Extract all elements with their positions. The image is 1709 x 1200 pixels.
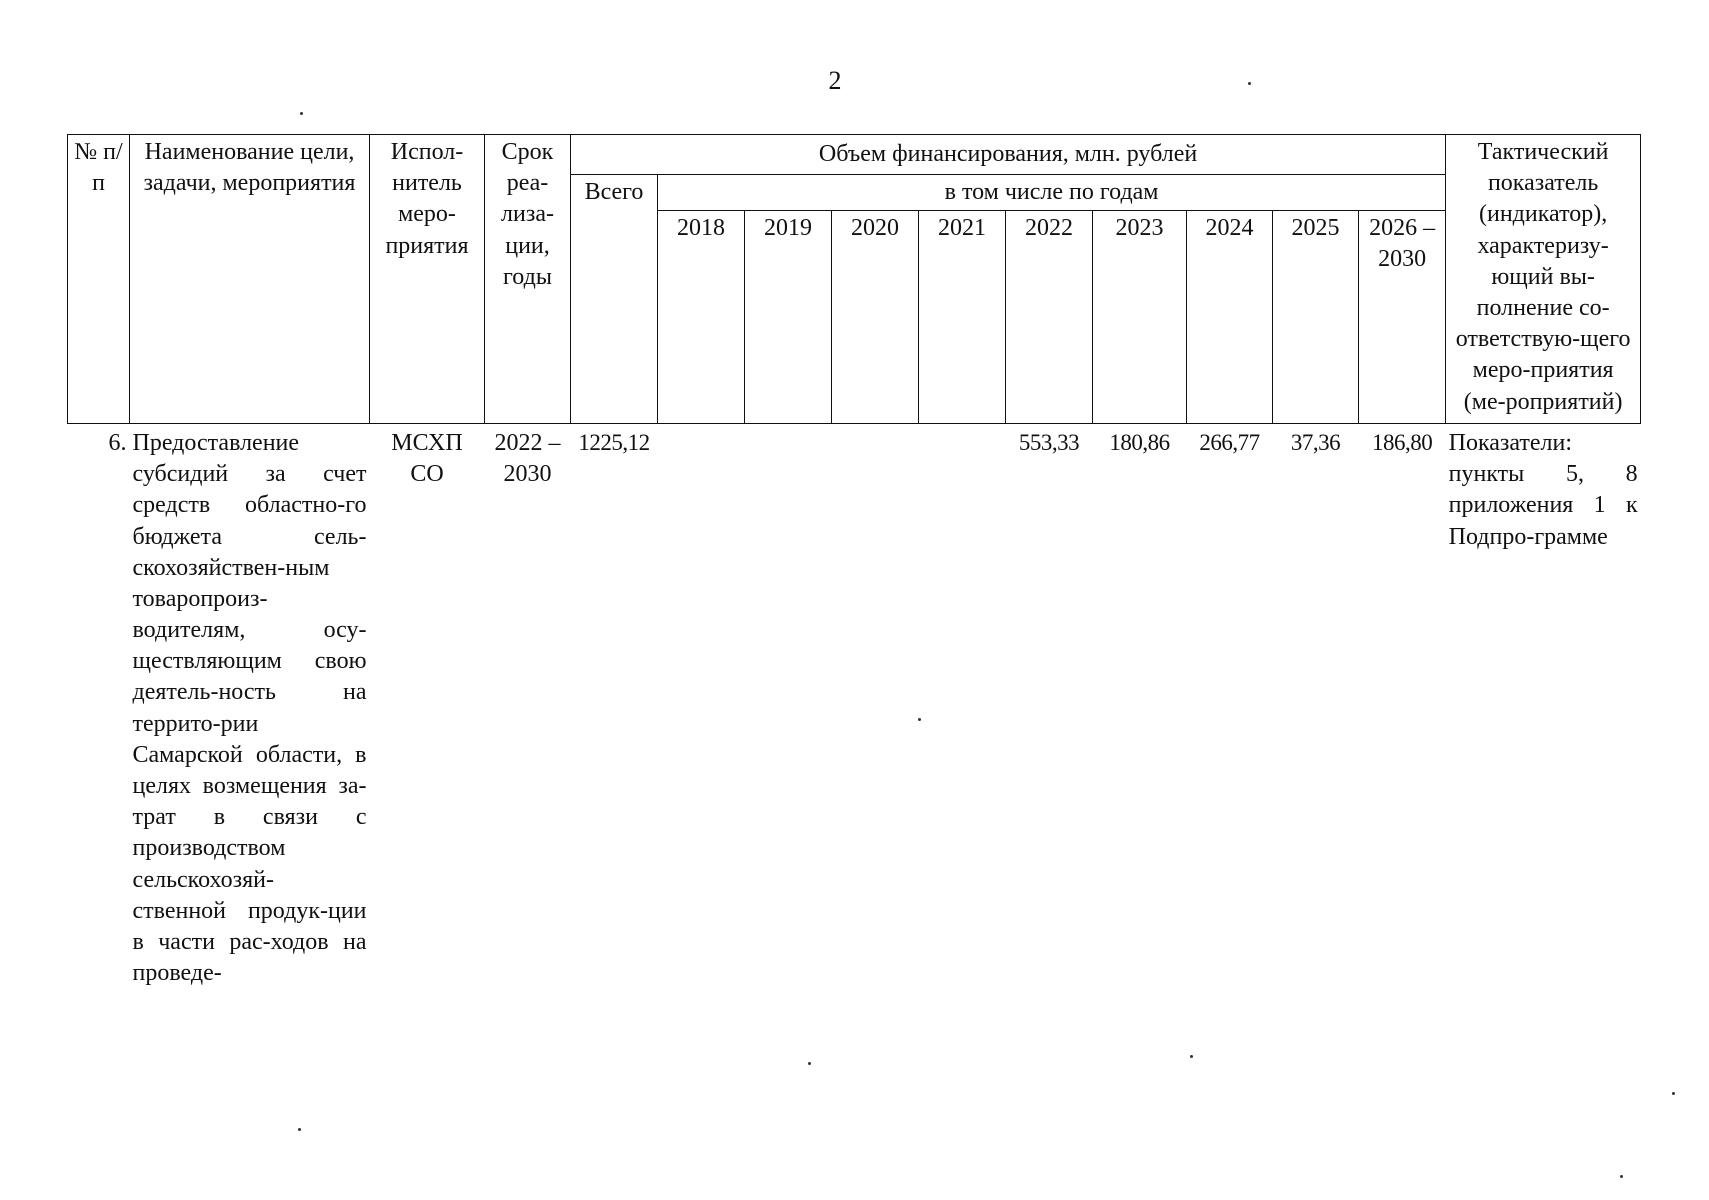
row-year-value [919,423,1006,993]
row-year-value [745,423,832,993]
header-num: № п/п [68,135,130,424]
header-row-1 [68,135,1641,175]
header-executor: Испол-нитель меро-приятия [370,135,485,424]
header-year: 2023 [1093,210,1187,423]
header-year: 2026 – 2030 [1359,210,1446,423]
scan-speck [918,718,921,721]
row-year-value: 186,80 [1371,429,1433,455]
row-year-value: 180,86 [1109,429,1170,455]
header-indicator: Тактический показатель (индикатор), характеризу-ющий вы-полнение со-ответствую-щего меро-приятия (ме-роприятий) [1446,135,1641,424]
row-year-value [832,423,919,993]
header-name: Наименование цели, задачи, мероприятия [130,135,370,424]
scan-speck [1248,82,1251,85]
scan-speck [298,1128,301,1131]
table-row [68,423,1641,993]
header-year: 2018 [658,210,745,423]
row-executor: МСХП СО [391,429,463,488]
row-year-value: 37,36 [1290,429,1341,455]
row-indicator: Показатели: пункты 5, 8 приложения 1 к Подпро-грамме [1448,429,1638,550]
scan-speck [1672,1092,1675,1095]
row-number: 6. [108,429,127,456]
header-financing: Объем финансирования, млн. рублей [571,135,1446,175]
row-total: 1225,12 [578,429,650,455]
header-year: 2021 [919,210,1006,423]
row-year-value: 266,77 [1199,429,1260,455]
scan-speck [300,112,303,115]
row-year-value [658,423,745,993]
header-by-years: в том числе по годам [658,174,1446,210]
scan-speck [1620,1175,1623,1178]
scan-speck [1190,1055,1193,1058]
financing-table [67,134,1641,993]
header-term: Срок реа-лиза-ции, годы [485,135,571,424]
header-total: Всего [571,174,658,423]
header-year: 2024 [1187,210,1273,423]
row-term: 2022 – 2030 [494,429,561,488]
header-year: 2020 [832,210,919,423]
header-year: 2025 [1273,210,1359,423]
row-year-value: 553,33 [1018,429,1080,455]
scan-speck [808,1062,811,1065]
header-year: 2022 [1006,210,1093,423]
header-year: 2019 [745,210,832,423]
page-number: 2 [828,66,842,95]
row-activity-name: Предоставление субсидий за счет средств областно-го бюджета сель-скохозяйствен-ным товаропроиз-водителям, осу-ществляющим свою деятель-ность на террито-рии Самарской области, в целях возмещения за-трат в связи с производством сельскохозяй-ственной продук-ции в части рас-ходов на проведе- [132,429,367,987]
